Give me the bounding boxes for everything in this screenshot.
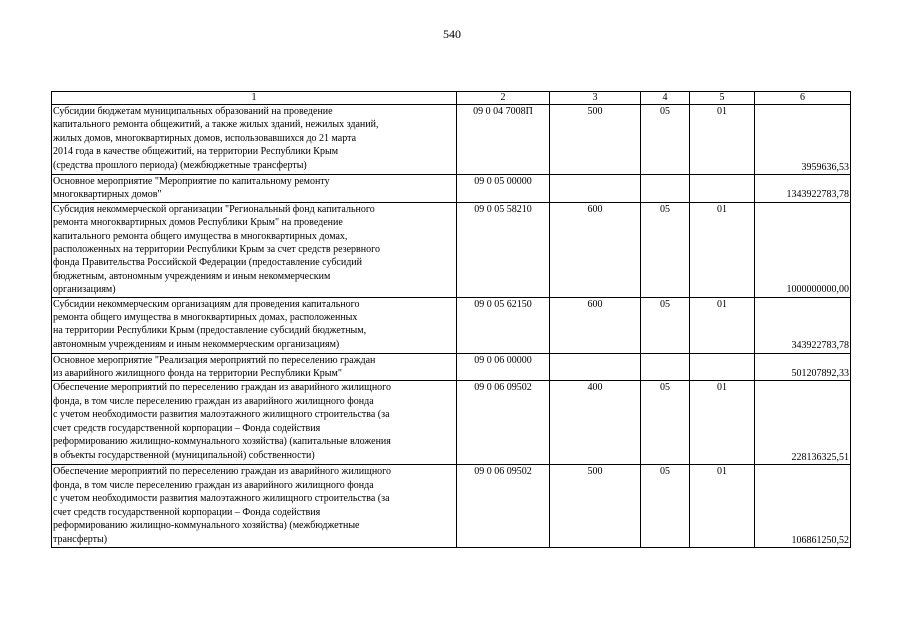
- row-amount: 3959636,53: [755, 105, 851, 175]
- row-expense-type: 600: [550, 297, 641, 353]
- row-description: Обеспечение мероприятий по переселению граждан из аварийного жилищного фонда, в том числе переселению граждан из аварийного жилищного фонда с учетом необходимости развития малоэтажного жилищного строительства (за счет средств государственной корпорации – Фонда содействия реформированию жилищно-коммунального хозяйства) (капитальные вложения в объекты государственной (муниципальной) собственности): [52, 381, 457, 465]
- row-amount: 1343922783,78: [755, 175, 851, 203]
- row-expense-type: 500: [550, 465, 641, 548]
- table-row: [52, 175, 851, 203]
- row-amount: 343922783,78: [755, 297, 851, 353]
- row-amount: 501207892,33: [755, 353, 851, 381]
- table-row: [52, 105, 851, 175]
- row-expense-type: 400: [550, 381, 641, 465]
- row-description: Основное мероприятие "Реализация мероприятий по переселению граждан из аварийного жилищного фонда на территории Республики Крым": [52, 353, 457, 381]
- row-subsection: 01: [690, 105, 755, 175]
- row-description: Обеспечение мероприятий по переселению граждан из аварийного жилищного фонда, в том числе переселению граждан из аварийного жилищного фонда с учетом необходимости развития малоэтажного жилищного строительства (за счет средств государственной корпорации – Фонда содействия реформированию жилищно-коммунального хозяйства) (межбюджетные трансферты): [52, 465, 457, 548]
- row-expense-type: 600: [550, 202, 641, 297]
- row-target-code: 09 0 06 09502: [457, 381, 550, 465]
- column-header: 1: [52, 92, 457, 105]
- row-target-code: 09 0 05 58210: [457, 202, 550, 297]
- row-target-code: 09 0 05 00000: [457, 175, 550, 203]
- column-header: 6: [755, 92, 851, 105]
- row-expense-type: 500: [550, 105, 641, 175]
- row-expense-type: [550, 175, 641, 203]
- row-section: 05: [641, 105, 690, 175]
- row-description: Субсидии некоммерческим организациям для проведения капитального ремонта общего имущества в многоквартирных домах, расположенных на территории Республики Крым (предоставление субсидий бюджетным, автономным учреждениям и иным некоммерческим организациям): [52, 297, 457, 353]
- row-section: 05: [641, 465, 690, 548]
- row-subsection: 01: [690, 202, 755, 297]
- row-target-code: 09 0 06 00000: [457, 353, 550, 381]
- column-header: 2: [457, 92, 550, 105]
- row-amount: 228136325,51: [755, 381, 851, 465]
- table-row: [52, 297, 851, 353]
- row-target-code: 09 0 06 09502: [457, 465, 550, 548]
- row-section: [641, 353, 690, 381]
- row-section: 05: [641, 297, 690, 353]
- row-section: [641, 175, 690, 203]
- table-header-row: [52, 92, 851, 105]
- row-amount: 1000000000,00: [755, 202, 851, 297]
- row-section: 05: [641, 381, 690, 465]
- column-header: 3: [550, 92, 641, 105]
- row-subsection: 01: [690, 297, 755, 353]
- row-description: Субсидия некоммерческой организации "Региональный фонд капитального ремонта многоквартирных домов Республики Крым" на проведение капитального ремонта общего имущества в многоквартирных домах, расположенных на территории Республики Крым за счет средств резервного фонда Правительства Российской Федерации (предоставление субсидий бюджетным, автономным учреждениям и иным некоммерческим организациям): [52, 202, 457, 297]
- row-section: 05: [641, 202, 690, 297]
- row-subsection: 01: [690, 381, 755, 465]
- table-row: [52, 202, 851, 297]
- row-description: Субсидии бюджетам муниципальных образований на проведение капитального ремонта общежитий, а также жилых зданий, нежилых зданий, жилых домов, многоквартирных домов, использовавшихся до 21 марта 2014 года в качестве общежитий, на территории Республики Крым (средства прошлого периода) (межбюджетные трансферты): [52, 105, 457, 175]
- row-subsection: 01: [690, 465, 755, 548]
- row-subsection: [690, 353, 755, 381]
- row-target-code: 09 0 04 7008П: [457, 105, 550, 175]
- row-description: Основное мероприятие "Мероприятие по капитальному ремонту многоквартирных домов": [52, 175, 457, 203]
- table-row: [52, 465, 851, 548]
- row-subsection: [690, 175, 755, 203]
- column-header: 5: [690, 92, 755, 105]
- table-row: [52, 353, 851, 381]
- row-target-code: 09 0 05 62150: [457, 297, 550, 353]
- page-number: 540: [443, 27, 461, 41]
- column-header: 4: [641, 92, 690, 105]
- row-amount: 106861250,52: [755, 465, 851, 548]
- row-expense-type: [550, 353, 641, 381]
- table-row: [52, 381, 851, 465]
- budget-table-body: [52, 92, 851, 548]
- budget-table: [51, 91, 851, 548]
